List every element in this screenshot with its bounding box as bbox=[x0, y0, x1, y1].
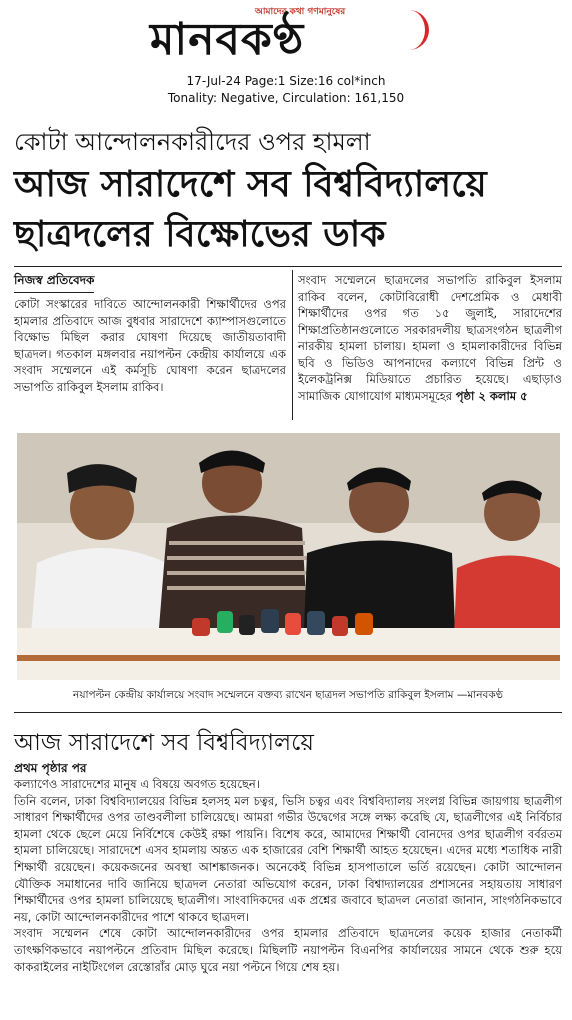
divider bbox=[14, 712, 562, 713]
divider bbox=[14, 266, 562, 267]
byline: নিজস্ব প্রতিবেদক bbox=[14, 272, 94, 293]
clipping-meta-date: 17-Jul-24 Page:1 Size:16 col*inch bbox=[186, 74, 386, 88]
photo-caption: নয়াপল্টন কেন্দ্রীয় কার্যালয়ে সংবাদ সম্মেলনে বক্তব্য রাখেন ছাত্রদল সভাপতি রাকিবুল ইসলাম —মানবকণ্ঠ bbox=[73, 689, 503, 701]
clipping-meta-tonality: Tonality: Negative, Circulation: 161,150 bbox=[167, 91, 405, 105]
article-column-left: কোটা সংস্কারের দাবিতে আন্দোলনকারী শিক্ষার্থীদের ওপর হামলার প্রতিবাদে আজ বুধবার সারাদেশে ক্যাম্পাসগুলোতে বিক্ষোভ মিছিল করার ঘোষণা দিয়েছে জাতীয়তাবাদী ছাত্রদল। গতকাল মঙ্গলবার নয়াপল্টন কেন্দ্রীয় কার্যালয়ে এক সংবাদ সম্মেলনে এই কর্মসূচি ঘোষণা করেন ছাত্রদলের সভাপতি রাকিবুল ইসলাম রাকিব। bbox=[14, 297, 286, 394]
article-column-right bbox=[298, 272, 562, 404]
continuation-paragraph: সংবাদ সম্মেলন শেষে কোটা আন্দোলনকারীদের ওপর হামলার প্রতিবাদে ছাত্রদলের কয়েক হাজার নেতাকর্মী তাৎক্ষণিকভাবে নয়াপল্টনে প্রতিবাদ মিছিল করেছে। মিছিলটি নয়াপল্টন বিএনপির কার্যালয়ের সামনে থেকে শুরু হয়ে কাকরাইলের নাইটিংগেল রেস্তোরাঁর মোড় ঘুরে নয়া পল্টনে গিয়ে শেষ হয়। bbox=[14, 926, 562, 974]
continuation-headline: আজ সারাদেশে সব বিশ্ববিদ্যালয়ে bbox=[14, 730, 314, 756]
continuation-body bbox=[14, 776, 562, 975]
article-kicker: কোটা আন্দোলনকারীদের ওপর হামলা bbox=[14, 128, 371, 156]
continuation-from-label: প্রথম পৃষ্ঠার পর bbox=[14, 761, 87, 775]
logo-swoosh-icon bbox=[395, 10, 429, 50]
press-conference-photo bbox=[17, 433, 560, 680]
continuation-paragraph: কল্যাণেও সারাদেশের মানুষ এ বিষয়ে অবগত হয়েছেন। bbox=[14, 777, 260, 791]
column-divider bbox=[292, 270, 293, 420]
continued-label: পৃষ্ঠা ২ কলাম ৫ bbox=[455, 388, 528, 403]
masthead-tagline: আমাদের কথা গণমানুষের bbox=[255, 7, 346, 17]
continuation-paragraph: তিনি বলেন, ঢাকা বিশ্ববিদ্যালয়ের বিভিন্ন হলসহ মল চত্বর, ভিসি চত্বর এবং বিশ্ববিদ্যালয় সংলগ্ন বিভিন্ন জায়গায় ছাত্রলীগ সাধারণ শিক্ষার্থীদের ওপর তাণ্ডবলীলা চালিয়েছে। আমরা গভীর উদ্বেগের সঙ্গে লক্ষ্য করেছি যে, ছাত্রলীগের এই নির্বিচার হামলা থেকে ছেলে মেয়ে নির্বিশেষে কেউই রক্ষা পায়নি। বিশেষ করে, আমাদের শিক্ষার্থী বোনদের ওপর ছাত্রলীগ বর্বরতম হামলা চালিয়েছে। সারাদেশে এসব হামলায় অন্তত এক হাজারের বেশি শিক্ষার্থী আহত হয়েছেন। এদের মধ্যে শতাধিক নারী শিক্ষার্থী রয়েছেন। কয়েকজনের অবস্থা আশঙ্কাজনক। অনেকেই বিভিন্ন হাসপাতালে ভর্তি রয়েছেন। কোটা আন্দোলন যৌক্তিক সমাধানের দাবি জানিয়ে ছাত্রদল নেতারা অভিযোগ করেন, ঢাকা বিশ্বাদ্যালয়ের প্রশাসনের সহায়তায় সাধারণ শিক্ষার্থীদের ওপর হামলা চালিয়েছে ছাত্রলীগ। সাংবাদিকদের এক প্রশ্নের জবাবে ছাত্রদল নেতারা জানান, সাংগঠনিকভাবে নয়, কোটা আন্দোলনকারীদের পাশে থাকবে ছাত্রদল। bbox=[14, 793, 562, 924]
article-headline: আজ সারাদেশে সব বিশ্ববিদ্যালয়ে ছাত্রদলের বিক্ষোভের ডাক bbox=[14, 164, 487, 255]
photo-illustration bbox=[17, 433, 560, 680]
masthead bbox=[0, 0, 572, 118]
article-column-right-text: সংবাদ সম্মেলনে ছাত্রদলের সভাপতি রাকিবুল ইসলাম রাকিব বলেন, কোটাবিরোধী দেশপ্রেমিক ও মেধাবী শিক্ষার্থীদের ওপর গত ১৫ জুলাই, সারাদেশের শিক্ষাপ্রতিষ্ঠানগুলোতে সরকারদলীয় ছাত্রসংগঠন ছাত্রলীগ নারকীয় হামলা চালায়। হামলা ও হামলাকারীদের বিভিন্ন ছবি ও ভিডিও আপনাদের কল্যাণে বিভিন্ন প্রিন্ট ও ইলেকট্রনিক্স মিডিয়াতে প্রচারিত হয়েছে। এছাড়াও সামাজিক যোগাযোগ মাধ্যমসমূহের bbox=[298, 273, 562, 403]
newspaper-logo: মানবকণ্ঠ bbox=[150, 14, 305, 65]
